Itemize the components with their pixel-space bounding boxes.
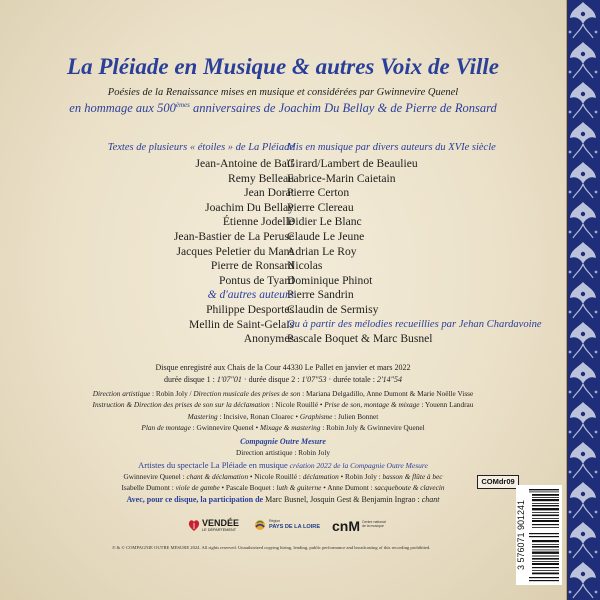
credit-value: : Gwinnevire Quenel • [190,423,261,432]
credit-value: : Robin Joly & Gwinnevire Quenel [320,423,425,432]
vendee-heart-icon [188,518,200,532]
artist-name: • Anne Dumont : [321,483,375,492]
artist-role: chant & déclamation [186,472,249,481]
poet-item: Jean-Antoine de Baïf [195,157,294,170]
composer-item: Claudin de Sermisy [287,302,379,316]
total-duration: 2'14"54 [376,375,403,384]
artist-role: déclamation [302,472,339,481]
barcode [516,485,562,585]
artist-role: sacqueboute & clavecin [374,483,445,492]
durations-line [0,375,566,386]
composers-list [287,157,542,347]
composer-item: Pierre Certon [287,186,350,200]
poet-item: Remy Belleau [227,171,294,185]
credit-value: : Youenn Landrau [419,400,474,409]
credit-role: Graphisme [299,412,333,421]
credit-value: : Julien Bonnet [332,412,379,421]
composer-item: Pierre Clereau [287,200,354,214]
region-emblem-icon [254,518,266,532]
credit-value: : Mariana Delgadillo, Anne Dumont & Marie Noëlle Visse [300,389,474,398]
credit-role: Plan de montage [141,423,191,432]
disc1-duration-label: durée disque 1 : [163,375,217,384]
composer-item: Claude Le Jeune [287,229,365,243]
copyright-notice: ℗ & © COMPAGNIE OUTRE MESURE 2024. All rights reserved. Unauthorized copying hiring, lending, public performance and broadcasting of this recording prohibited. [112,545,431,550]
company-direction: Direction artistique : Robin Joly [235,448,331,457]
catalog-number: COMdr09 [477,475,519,489]
album-title: La Pléiade en Musique & autres Voix de Ville [67,54,499,79]
credit-role: Mixage & mastering [260,423,321,432]
barcode-number: 3 576071 901241 [516,499,526,571]
composer-item: Pascale Boquet & Marc Busnel [287,332,433,346]
artist-name: • Nicole Rouillé : [248,472,303,481]
mastering-credits [0,412,566,423]
other-authors-label: & d'autres auteurs [207,288,294,302]
artists-heading [0,460,566,472]
recording-info: Disque enregistré aux Chais de la Cour 44330 Le Pallet en janvier et mars 2022 [155,363,411,372]
artist-name: Gwinnevire Quenel : [123,472,187,481]
participation-role: chant [421,495,440,504]
composer-item: Pierre Sandrin [287,288,354,302]
artist-role: luth & guiterne [276,483,322,492]
composer-item: Didier Le Blanc [287,215,362,229]
credit-role: Mastering [187,412,218,421]
credit-value: : Robin Joly / [150,389,194,398]
chardavoine-note: Ou à partir des mélodies recueillies par Jehan Chardavoine [287,318,542,330]
participation-line [0,495,566,506]
editing-credits [0,423,566,434]
instruction-credits [0,400,566,411]
direction-credits [0,389,566,400]
poet-item: Mellin de Saint-Gelais [189,317,294,331]
album-subtitle: Poésies de la Renaissance mises en musique et considérées par Gwinnevire Quenel [107,87,459,98]
poets-heading: Textes de plusieurs « étoiles » de La Pléiade [107,142,294,153]
poet-item: Jacques Peletier du Mans [176,244,294,258]
composer-item: Girard/Lambert de Beaulieu [287,157,418,170]
artist-name: Isabelle Dumont : [121,483,176,492]
artist-name: • Pascale Boquet : [219,483,277,492]
credit-value: : Nicole Rouillé • [269,400,325,409]
composer-item: Nicolas [287,259,323,273]
disc1-duration: 1'07"01 [216,375,242,384]
artist-role: viole de gambe [175,483,220,492]
composers-heading: Mis en musique par divers auteurs du XVIe siècle [287,142,496,153]
artist-name: • Robin Joly : [338,472,383,481]
poet-item: Jean Dorat [244,186,294,200]
artists-heading-note: création 2022 de la Compagnie Outre Mesure [287,461,428,470]
album-dedication: en hommage aux 500èmes anniversaires de Joachim Du Bellay & de Pierre de Ronsard [69,101,497,116]
composer-item: Dominique Phinot [287,273,373,287]
composer-item: Adrian Le Roy [287,244,357,258]
composer-item: Fabrice-Marin Caietain [287,171,396,185]
vendee-name: VENDÉE [202,518,240,528]
floral-pattern-icon [566,0,600,600]
poet-item: Anonymes [243,332,294,346]
poet-item: Joachim Du Bellay [205,200,294,214]
vendee-sub: LE DÉPARTEMENT [202,528,237,532]
disc2-duration: 1'07"53 [301,375,327,384]
credit-role: Instruction & Direction des prises de son sur la déclamation [92,400,270,409]
poets-list [174,157,294,347]
region-label: Région [269,519,281,523]
credit-value: : Incisive, Ronan Cloarec • [217,412,300,421]
disc2-duration-label: · durée disque 2 : [241,375,302,384]
poet-item: Philippe Desportes [206,302,294,316]
credit-role: Direction musicale des prises de son [193,389,301,398]
pays-de-la-loire-name: PAYS DE LA LOIRE [269,524,321,530]
participation-names: Marc Busnel, Josquin Gest & Benjamin Ingrao : [263,495,422,504]
company-name: Compagnie Outre Mesure [240,437,326,446]
cnm-name: cnM [332,518,360,534]
poet-item: Pontus de Tyard [219,273,294,287]
total-duration-label: · durée totale : [326,375,377,384]
credit-role: Direction artistique [92,389,151,398]
participation-label: Avec, pour ce disque, la participation de [126,495,264,504]
barcode-bars-icon [516,485,562,585]
poet-item: Pierre de Ronsard [210,259,294,273]
poet-item: Jean-Bastier de La Peruse [173,229,294,243]
credit-role: Prise de son, montage & mixage [324,400,420,409]
poet-item: Étienne Jodelle [222,215,294,229]
decorative-blue-band [566,0,600,600]
artist-role: basson & flûte à bec [382,472,443,481]
ordinal-suffix: èmes [175,101,190,109]
artists-heading-text: Artistes du spectacle La Pléiade en musique [138,460,288,470]
cnm-sub: Centre national de la musique [362,520,386,528]
